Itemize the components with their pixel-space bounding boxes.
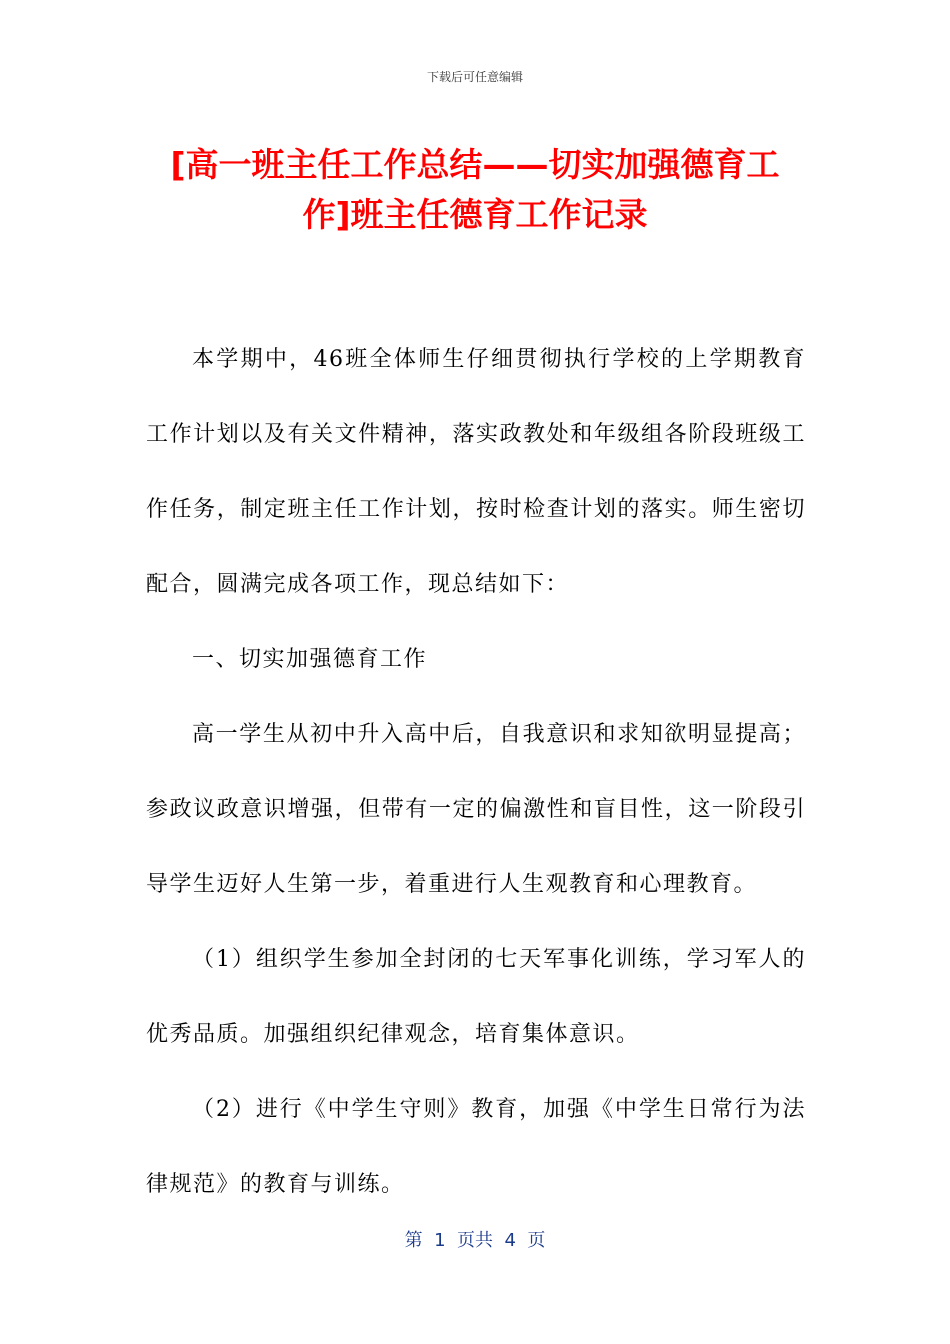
paragraph-students: 高一学生从初中升入高中后，自我意识和求知欲明显提高；参政议政意识增强，但带有一定的偏激性和盲目性，这一阶段引导学生迈好人生第一步，着重进行人生观教育和心理教育。 [146,722,806,897]
document-title: [高一班主任工作总结——切实加强德育工作]班主任德育工作记录 [170,145,780,234]
page-number-text: 第 1 页共 4 页 [404,1230,546,1251]
paragraph-item-1: （1）组织学生参加全封闭的七天军事化训练，学习军人的优秀品质。加强组织纪律观念，培育集体意识。 [146,947,806,1047]
page-footer [0,1226,950,1252]
header-note: 下载后可任意编辑 [426,70,523,84]
paragraph-item-2: （2）进行《中学生守则》教育，加强《中学生日常行为法律规范》的教育与训练。 [146,1097,806,1197]
paragraph-intro: 本学期中，46班全体师生仔细贯彻执行学校的上学期教育工作计划以及有关文件精神，落实政教处和年级组各阶段班级工作任务，制定班主任工作计划，按时检查计划的落实。师生密切配合，圆满完成各项工作，现总结如下： [146,347,806,597]
document-body [146,322,806,1222]
section-heading: 一、切实加强德育工作 [192,647,428,672]
